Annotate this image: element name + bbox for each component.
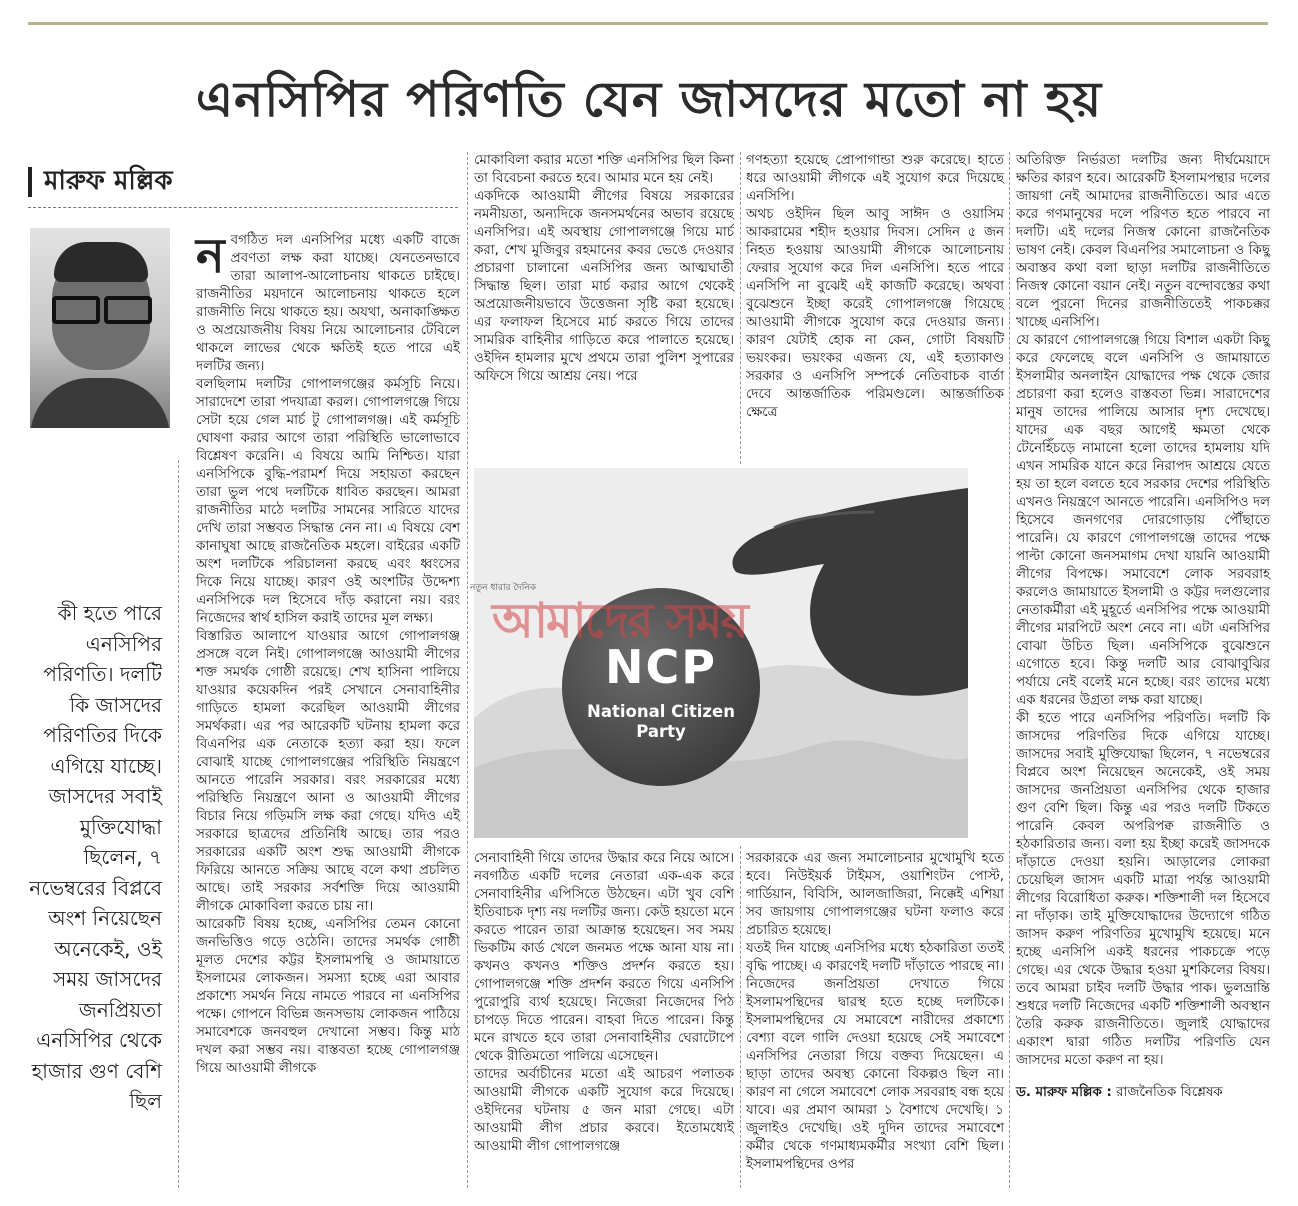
author-note-name: ড. মারুফ মল্লিক : [1016,1085,1112,1100]
paragraph: অথচ ওইদিন ছিল আবু সাঈদ ও ওয়াসিম আকরামের শহীদ হওয়ার দিবস। সেদিন ৫ জন নিহত হওয়ায় আওয়ামী লীগকে আলোচনায় ফেরার সুযোগ করে দিল এনসিপি। হতে পারে এনসিপি না বুঝেই এই কাজটি করেছে। অথবা বুঝেশুনে ইচ্ছা করেই গোপালগঞ্জে গিয়েছে আওয়ামী লীগকে সুযোগ করে দেওয়ার জন্য। কারণ যেটাই হোক না কেন, গোটা বিষয়টি ভয়ংকর। ভয়ংকর এজন্য যে, এই হত্যাকাণ্ড সরকার ও এনসিপি সম্পর্কে নেতিবাচক বার্তা দেবে আন্তর্জাতিক পরিমণ্ডলে। আন্তর্জাতিক ক্ষেত্রে [746,207,1004,420]
column-2-bottom [474,850,734,1156]
column-4 [1016,152,1270,1102]
paragraph: সেনাবাহিনী গিয়ে তাদের উদ্ধার করে নিয়ে আসে। নবগঠিত একটি দলের নেতারা এক-এক করে সেনাবাহিনীর এপিসিতে উঠছেন। এটা খুব বেশি ইতিবাচক দৃশ্য নয় দলটির জন্য। কেউ হয়তো মনে করতে পারেন তারা আক্রান্ত হয়েছেন। সব সময় ভিকটিম কার্ড খেলে জনমত পক্ষে আনা যায় না। কখনও কখনও শক্তিও প্রদর্শন করতে হয়। গোপালগঞ্জে শক্তি প্রদর্শন করতে গিয়ে এনসিপি পুরোপুরি ব্যর্থ হয়েছে। নিজেরা নিজেদের পিঠ চাপড়ে দিতে পারেন। বাহবা দিতে পারেন। কিন্তু মনে রাখতে হবে তারা সেনাবাহিনীর ঘেরাটোপে থেকে রীতিমতো পালিয়ে এসেছেন। [474,851,734,1064]
column-divider [740,152,741,464]
top-rule [28,22,1268,25]
watermark: আমাদের সময় [492,593,747,649]
column-3-top [746,152,1004,422]
paragraph: কী হতে পারে এনসিপির পরিণতি। দলটি কি জাসদের পরিণতির দিকে এগিয়ে যাচ্ছে। জাসদের সবাই মুক্তিযোদ্ধা ছিলেন, ৭ নভেম্বরের বিপ্লবে অংশ নিয়েছেন অনেকেই, ওই সময় জাসদের জনপ্রিয়তা এনসিপির থেকে হাজার গুণ বেশি ছিল। কিন্তু এর পরও দলটি টিকতে পারেনি কেবল অপরিপক্ব রাজনীতি ও হঠকারিতার জন্য। বলা হয় ইচ্ছা করেই জাসদকে দাঁড়াতে দেওয়া হয়নি। আড়ালের লোকরা চেয়েছিল জাসদ একটি মাত্রা পর্যন্ত আওয়ামী লীগের বিরোধিতা করুক। শক্তিশালী দল হিসেবে না দাঁড়াক। তাই মুক্তিযোদ্ধাদের উদ্যোগে গঠিত জাসদ করুণ পরিণতির মুখোমুখি হয়েছে। মনে হচ্ছে এনসিপি একই ধরনের পাকচক্রে পড়ে গেছে। এর থেকে উদ্ধার হওয়া মুশকিলের বিষয়। তবে আমরা চাইব দলটি উদ্ধার পাক। ভুলভ্রান্তি শুধরে দলটি নিজেদের একটি শক্তিশালী অবস্থান তৈরি করুক রাজনীতিতে। জুলাই যোদ্ধাদের একাংশ দ্বারা গঠিত দলটির পরিণতি যেন জাসদের মতো করুণ না হয়। [1016,711,1270,1068]
watermark-tagline: নতুন ধারার দৈনিক [470,583,536,593]
byline [28,160,458,204]
paragraph: যতই দিন যাচ্ছে এনসিপির মধ্যে হঠকারিতা ততই বৃদ্ধি পাচ্ছে। এ কারণেই দলটি দাঁড়াতে পারছে না। নিজেদের জনপ্রিয়তা দেখাতে গিয়ে ইসলামপন্থিদের দ্বারস্থ হতে হচ্ছে দলটিকে। ইসলামপন্থিদের যে সমাবেশে নারীদের প্রকাশ্যে বেশ্যা বলে গালি দেওয়া হয়েছে সেই সমাবেশে এনসিপির নেতারা গিয়ে বক্তব্য দিয়েছেন। এ ছাড়া তাদের অবস্থ্য কোনো বিকল্পও ছিল না। কারণ না গেলে সমাবেশে লোক সরবরাহ বন্ধ হয়ে যাবে। এর প্রমাণ আমরা ১ বৈশাখে দেখেছি। ১ জুলাইও দেখেছি। ওই দুদিন তাদের সমাবেশে কর্মীর থেকে গণমাধ্যমকর্মীর সংখ্যা বেশি ছিল। ইসলামপন্থিদের ওপর [746,941,1004,1172]
paragraph: অতিরিক্ত নির্ভরতা দলটির জন্য দীর্ঘমেয়াদে ক্ষতির কারণ হবে। আরেকটি ইসলামপন্থার দলের জায়গা নেই আমাদের রাজনীতিতে। আর এতে করে গণমানুষের দলে পরিণত হতে পারবে না দলটি। এই দলের নিজস্ব কোনো রাজনৈতিক ভাষণ নেই। কেবল বিএনপির সমালোচনা ও কিছু অবাস্তব কথা বলা ছাড়া দলটির রাজনীতিতে নিজস্ব কোনো বয়ান নেই। নতুন বন্দোবস্তের কথা বলে পুরনো দিনের রাজনীতিতেই পাকচক্কর খাচ্ছে এনসিপি। [1016,153,1270,330]
paragraph: তাদের অর্বাচীনের মতো এই আচরণ পলাতক আওয়ামী লীগকে একটি সুযোগ করে দিয়েছে। ওইদিনের ঘটনায় ৫ জন মারা গেছে। এটা আওয়ামী লীগ প্রচার করবে। ইতোমধ্যেই আওয়ামী লীগ গোপালগঞ্জে [474,1067,734,1154]
column-2-top [474,152,734,386]
paragraph: বিস্তারিত আলাপে যাওয়ার আগে গোপালগঞ্জ প্রসঙ্গে বলে নিই। গোপালগঞ্জে আওয়ামী লীগের শক্ত সমর্থক গোষ্ঠী রয়েছে। শেখ হাসিনা পালিয়ে যাওয়ার কয়েকদিন পরই সেখানে সেনাবাহিনীর গাড়িতে হামলা করেছিল আওয়ামী লীগের সমর্থকরা। এর পর আরেকটি ঘটনায় হামলা করে বিএনপির এক নেতাকে হত্যা করা হয়। ফলে বোঝাই যাচ্ছে গোপালগঞ্জের পরিস্থিতি নিয়ন্ত্রণে আনতে পারেনি সরকার। বরং সরকারের মধ্যে পরিস্থিতি নিয়ন্ত্রণে আনা ও আওয়ামী লীগের বিচার নিয়ে গড়িমসি লক্ষ করা গেছে। যদিও এই সরকারে ছাত্রদের প্রতিনিধি আছে। তার পরও সরকারের একটি অংশ শুদ্ধ আওয়ামী লীগকে ফিরিয়ে আনতে সক্রিয় আছে বলে কথা প্রচলিত আছে। তাই সরকার সর্বশক্তি দিয়ে আওয়ামী লীগকে মোকাবিলা করতে চায় না। [196,629,460,914]
column-divider [467,152,468,1188]
byline-bar [28,167,32,197]
author-note [1016,1084,1270,1102]
logo-line-2: Party [636,722,686,741]
author-note-title: রাজনৈতিক বিশ্লেষক [1116,1085,1223,1100]
column-3-bottom [746,850,1004,1174]
paragraph: একদিকে আওয়ামী লীগের বিষয়ে সরকারের নমনীয়তা, অন্যদিকে জনসমর্থনের অভাব রয়েছে এনসিপির। এই অবস্থায় গোপালগঞ্জে গিয়ে মার্চ করা, শেখ মুজিবুর রহমানের কবর ভেঙে দেওয়ার প্রচারণা চালানো এনসিপির জন্য আত্মঘাতী সিদ্ধান্ত ছিল। তারা মার্চ করার আগে থেকেই অপ্রয়োজনীয়ভাবে উত্তেজনা সৃষ্টি করা হয়েছে। এর ফলাফল হিসেবে মার্চ করতে গিয়ে তাদের সামরিক বাহিনীর গাড়িতে করে পালাতে হয়েছে। ওইদিন হামলার মুখে প্রথমে তারা পুলিশ সুপারের অফিসে গিয়ে আশ্রয় নেয়। পরে [474,189,734,384]
logo-line-1: National Citizen [587,702,735,721]
paragraph: যে কারণে গোপালগঞ্জে গিয়ে বিশাল একটা কিছু করে ফেলেছে বলে এনসিপি ও জামায়াতে ইসলামীর অনলাইন যোদ্ধাদের পক্ষ থেকে জোর প্রচারণা করা হলেও বাস্তবতা ভিন্ন। সারাদেশের মানুষ তাদের পালিয়ে আসার দৃশ্য দেখেছে। যাদের এক বছর আগেই ক্ষমতা থেকে টেনেহিঁচড়ে নামানো হলো তাদের হামলায় যদি এখন সামরিক যানে করে নিরাপদ আশ্রয়ে যেতে হয় তা হলে বলতে হবে সরকার দেশের পরিস্থিতি এখনও নিয়ন্ত্রণে আনতে পারেনি। এনসিপিও দল হিসেবে জনগণের দোরগোড়ায় পৌঁছাতে পারেনি। যে কারণে গোপালগঞ্জে তাদের পক্ষে পাল্টা কোনো জনসমাগম দেখা যায়নি আওয়ামী লীগের বিপক্ষে। সমাবেশে লোক সরবরাহ করলেও জামায়াতে ইসলামী ও কট্টর দলগুলোর নেতাকর্মীরা এই মুহূর্তে এনসিপির পক্ষে আওয়ামী লীগের মারপিটে অংশ নেবে না। এটা এনসিপির বোঝা উচিত ছিল। এনসিপিকে বুঝেশুনে এগোতে হবে। কিন্তু দলটি আর বোঝাবুঝির পর্যায়ে নেই বলেই মনে হচ্ছে। বরং তাদের মধ্যে এক ধরনের উগ্রতা লক্ষ করা যাচ্ছে। [1016,333,1270,708]
paragraph: গণহত্যা হয়েছে প্রোপাগান্ডা শুরু করেছে। হাতে ধরে আওয়ামী লীগকে এই সুযোগ করে দিয়েছে এনসিপি। [746,153,1004,204]
column-1 [196,228,460,1078]
drop-cap: ন [196,228,225,284]
headline: এনসিপির পরিণতি যেন জাসদের মতো না হয় [195,71,1103,128]
paragraph: সরকারকে এর জন্য সমালোচনার মুখোমুখি হতে হবে। নিউইয়র্ক টাইমস, ওয়াশিংটন পোস্ট, গার্ডিয়ান, বিবিসি, আলজাজিরা, নিক্কেই এশিয়া সব জায়গায় গোপালগঞ্জের ঘটনা ফলাও করে প্রচারিত হয়েছে। [746,851,1004,938]
column-divider [1009,152,1010,1188]
paragraph: বগঠিত দল এনসিপির মধ্যে একটি বাজে প্রবণতা লক্ষ করা যাচ্ছে। যেনতেনভাবে তারা আলাপ-আলোচনায় থাকতে চাইছে। রাজনীতির ময়দানে আলোচনায় থাকতে হলে রাজনীতি নিয়ে থাকতে হয়। অযথা, অনাকাঙ্ক্ষিত ও অপ্রয়োজনীয় বিষয় নিয়ে আলোচনার টেবিলে থাকলে লাভের থেকে ক্ষতিই হতে পারে এই দলটির জন্য। [196,233,460,374]
column-divider [740,846,741,1188]
pull-quote: কী হতে পারে এনসিপির পরিণতি। দলটি কি জাসদের পরিণতির দিকে এগিয়ে যাচ্ছে। জাসদের সবাই মুক্তিযোদ্ধা ছিলেন, ৭ নভেম্বরের বিপ্লবে অংশ নিয়েছেন অনেকেই, ওই সময় জাসদের জনপ্রিয়তা এনসিপির থেকে হাজার গুণ বেশি ছিল [29,601,162,1113]
paragraph: মোকাবিলা করার মতো শক্তি এনসিপির ছিল কিনা তা বিবেচনা করতে হবে। আমার মনে হয় নেই। [474,153,734,186]
paragraph: আরেকটি বিষয় হচ্ছে, এনসিপির তেমন কোনো জনভিত্তিও গড়ে ওঠেনি। তাদের সমর্থক গোষ্ঠী মূলত দেশের কট্টর ইসলামপন্থি ও জামায়াতে ইসলামের লোকজন। সমস্যা হচ্ছে এরা আবার প্রকাশ্যে সমর্থন নিয়ে নামতে পারবে না এনসিপির পক্ষে। গোপনে বিভিন্ন জনসভায় লোকজন পাঠিয়ে সমাবেশকে জনবহুল দেখানো সম্ভব। কিন্তু মাঠ দখল করা সম্ভব নয়। বাস্তবতা হচ্ছে গোপালগঞ্জ গিয়ে আওয়ামী লীগকে [196,917,460,1076]
byline-divider [28,207,458,208]
logo-abbreviation: NCP [605,640,717,694]
photo-body [30,378,170,428]
photo-hair [54,242,148,282]
author-name: মারুফ মল্লিক [44,166,173,196]
author-photo [30,228,170,428]
photo-glasses [52,296,156,318]
column-divider [178,460,179,1188]
paragraph: বলছিলাম দলটির গোপালগঞ্জের কর্মসূচি নিয়ে। সারাদেশে তারা পদযাত্রা করল। গোপালগঞ্জে গিয়ে সেটা হয়ে গেল মার্চ টু গোপালগঞ্জ। এই কর্মসূচি ঘোষণা করার আগে তারা পরিস্থিতি ভালোভাবে বিশ্লেষণ করেনি। এ বিষয়ে আমি নিশ্চিত। যারা এনসিপিকে বুদ্ধি-পরামর্শ দিয়ে সহায়তা করছেন তারা ভুল পথে দলটিকে ধাবিত করছেন। আমরা রাজনীতির মাঠে দলটির সামনের সারিতে যাদের দেখি তারা সম্ভবত সিদ্ধান্ত নেন না। এ বিষয়ে বেশ কানাঘুষা আছে রাজনৈতিক মহলে। বাইরের একটি অংশ দলটিকে পরিচালনা করছে এবং ধ্বংসের দিকে নিয়ে যাচ্ছে। কারণ ওই অংশটির উদ্দেশ্য এনসিপিকে দল হিসেবে দাঁড় করানো নয়। বরং নিজেদের স্বার্থ হাসিল করাই তাদের মূল লক্ষ্য। [196,377,460,626]
